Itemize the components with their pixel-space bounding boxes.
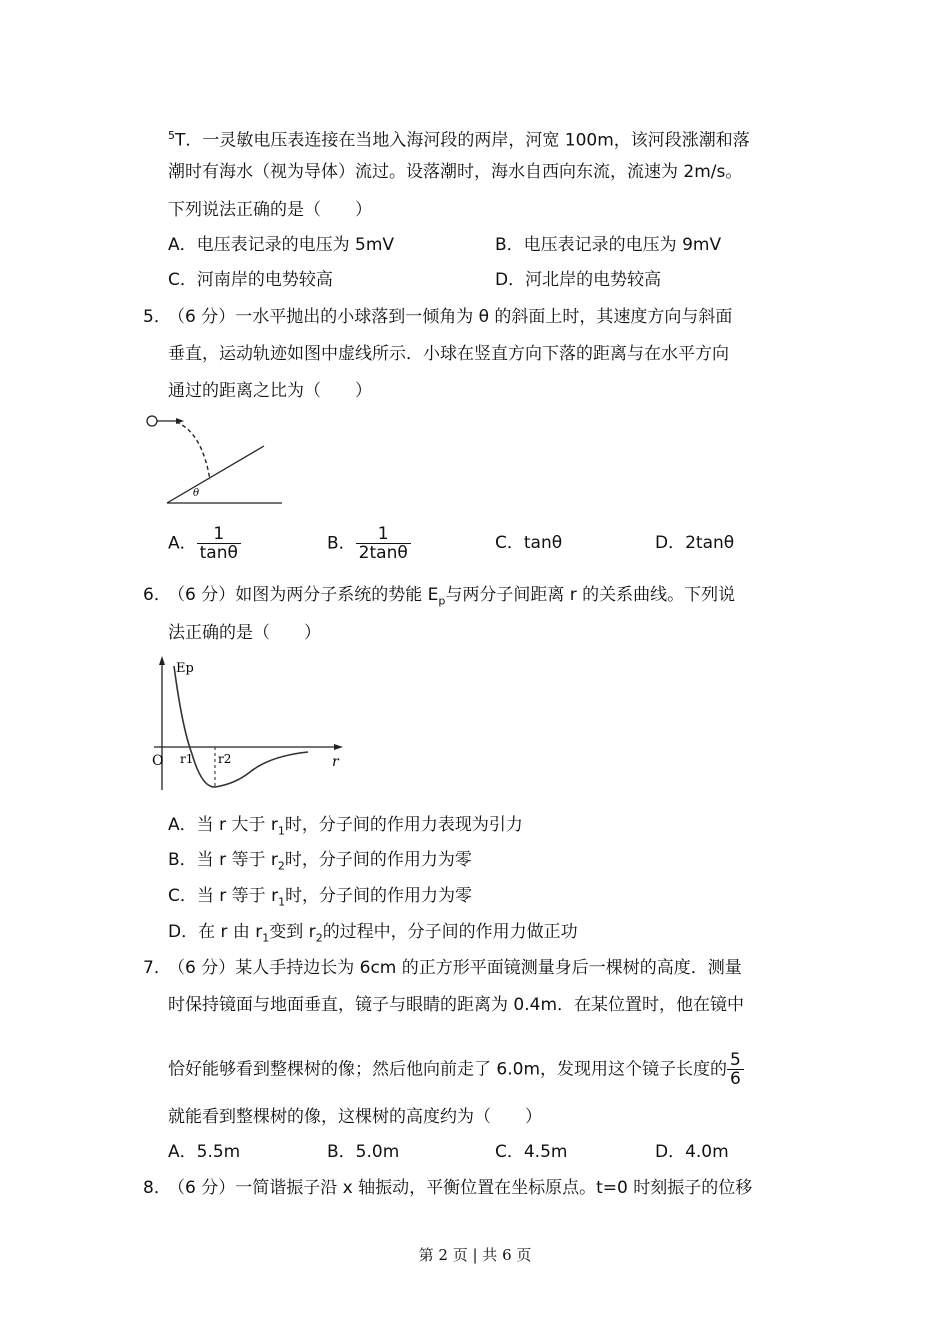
page-footer: 第 2 页 | 共 6 页 <box>418 1246 532 1264</box>
q6-number: 6． <box>143 585 171 605</box>
q7-line-1: （6 分）某人手持边长为 6cm 的正方形平面镜测量身后一棵树的高度．测量 <box>168 958 742 978</box>
q4-line-2: 潮时有海水（视为导体）流过。设落潮时，海水自西向东流，流速为 2m/s。 <box>168 162 743 182</box>
q5-option-b: B． $\frac{1}{2\tan\theta}$ <box>327 525 411 562</box>
q6-line-2: 法正确的是（ ） <box>168 623 321 643</box>
q7-line-3: 恰好能够看到整棵树的像；然后他向前走了 6.0m，发现用这个镜子长度的 $\frac{5}{6}$ <box>168 1051 744 1088</box>
q6-option-c: C．当 r 等于 $r_1$时，分子间的作用力为零 <box>168 886 473 909</box>
q7-number: 7． <box>143 958 171 978</box>
q5-line-3: 通过的距离之比为（ ） <box>168 381 372 401</box>
trajectory-path <box>176 422 210 480</box>
incline-line <box>167 446 264 503</box>
y-axis-label: Ep <box>176 661 194 676</box>
q6-line-1: （6 分）如图为两分子系统的势能 $E_p$与两分子间距离 r 的关系曲线。下列说 <box>168 585 736 608</box>
potential-curve <box>174 666 308 787</box>
fraction-a: $\frac{1}{\tan\theta}$ <box>197 525 241 562</box>
q5-option-d: D．2tanθ <box>655 533 735 553</box>
q7-option-b: B．5.0m <box>327 1142 400 1162</box>
q5-line-1: （6 分）一水平抛出的小球落到一倾角为 θ 的斜面上时，其速度方向与斜面 <box>168 307 733 327</box>
q7-line-4: 就能看到整棵树的像，这棵树的高度约为（ ） <box>168 1107 542 1127</box>
q8-line-1: （6 分）一简谐振子沿 x 轴振动，平衡位置在坐标原点。t=0 时刻振子的位移 <box>168 1178 753 1198</box>
ball-icon <box>147 416 157 426</box>
q5-projectile-figure <box>140 410 290 510</box>
q7-line-2: 时保持镜面与地面垂直，镜子与眼睛的距离为 0.4m．在某位置时，他在镜中 <box>168 995 744 1015</box>
q5-option-c: C．tanθ <box>495 533 563 553</box>
r2-label: r2 <box>218 752 232 766</box>
q5-option-a: A． $\frac{1}{\tan\theta}$ <box>168 525 241 562</box>
fraction-five-sixths: $\frac{5}{6}$ <box>727 1051 744 1088</box>
q5-number: 5． <box>143 307 171 327</box>
q4-option-b: B．电压表记录的电压为 9mV <box>495 235 722 255</box>
q4-line-3: 下列说法正确的是（ ） <box>168 200 372 220</box>
y-axis-arrow-icon <box>159 656 165 665</box>
q7-option-c: C．4.5m <box>495 1142 568 1162</box>
x-axis-label: r <box>332 754 339 770</box>
q7-option-d: D．4.0m <box>655 1142 729 1162</box>
q6-option-d: D．在 r 由 $r_1$变到 $r_2$的过程中，分子间的作用力做正功 <box>168 922 578 945</box>
q4-option-a: A．电压表记录的电压为 5mV <box>168 235 395 255</box>
q5-line-2: 垂直，运动轨迹如图中虚线所示．小球在竖直方向下落的距离与在水平方向 <box>168 344 729 364</box>
q7-option-a: A．5.5m <box>168 1142 241 1162</box>
q8-number: 8． <box>143 1178 171 1198</box>
origin-label: O <box>152 753 164 769</box>
x-axis-arrow-icon <box>334 744 343 750</box>
angle-label: θ <box>193 488 200 499</box>
q4-option-d: D．河北岸的电势较高 <box>495 270 662 290</box>
q6-potential-energy-graph <box>140 652 355 797</box>
q6-option-a: A．当 r 大于 $r_1$时，分子间的作用力表现为引力 <box>168 815 523 838</box>
q4-option-c: C．河南岸的电势较高 <box>168 270 333 290</box>
fraction-b: $\frac{1}{2\tan\theta}$ <box>356 525 411 562</box>
q6-option-b: B．当 r 等于 $r_2$时，分子间的作用力为零 <box>168 850 472 873</box>
q4-line-1: $^5$T．一灵敏电压表连接在当地入海河段的两岸，河宽 100m，该河段涨潮和落 <box>168 129 750 151</box>
r1-label: r1 <box>180 752 194 766</box>
